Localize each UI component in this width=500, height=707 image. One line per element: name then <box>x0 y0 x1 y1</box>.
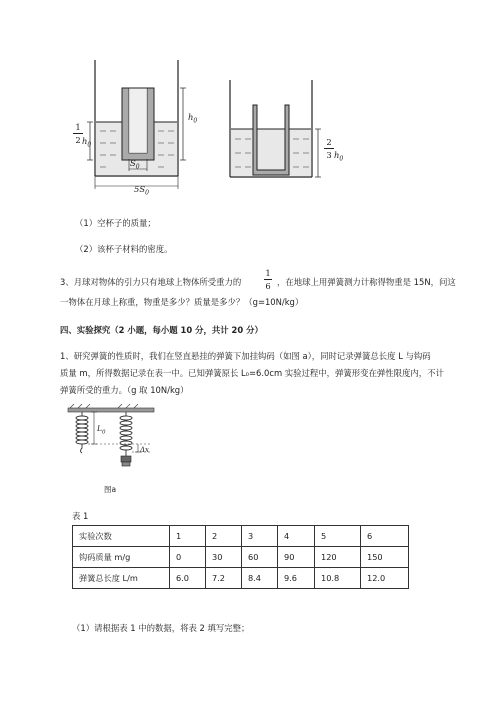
table-cell: 90 <box>278 547 315 568</box>
table-cell: 1 <box>170 526 206 547</box>
table-cell: 5 <box>315 526 361 547</box>
table-row <box>73 568 409 589</box>
table-row <box>73 547 409 568</box>
table-cell: 150 <box>361 547 409 568</box>
table-cell: 3 <box>242 526 278 547</box>
table1-title: 表 1 <box>72 511 89 521</box>
table-cell: 7.2 <box>206 568 242 589</box>
spring-figure <box>62 404 172 484</box>
problem3-line1-b: ，在地球上用弹簧测力计称得物重是 15N，问这 <box>277 277 456 287</box>
table-cell: 120 <box>315 547 361 568</box>
table-cell: 实验次数 <box>73 526 170 547</box>
figure-a-caption: 图a <box>104 485 117 494</box>
one-sixth-fraction <box>264 268 272 291</box>
table-cell: 60 <box>242 547 278 568</box>
problem1-line3: 弹簧所受的重力。（g 取 10N/kg） <box>60 385 189 395</box>
problem1-line2: 质量 m，所得数据记录在表一中。已知弹簧原长 L₀=6.0cm 实验过程中，弹簧形变在弹性限度内，不计 <box>60 368 444 378</box>
h0-label: $h_0$ <box>188 112 198 125</box>
table-cell: 弹簧总长度 L/m <box>73 568 170 589</box>
two-thirds-numerator: 2 <box>326 137 332 147</box>
floating-cup-figure <box>220 75 350 185</box>
spring-dx-label: Δx <box>140 446 150 454</box>
table-row <box>73 526 409 547</box>
problem3-line1-a: 3、月球对物体的引力只有地球上物体所受重力的 <box>60 277 242 287</box>
question-1: （1）空杯子的质量； <box>75 218 156 228</box>
cup-in-water-figure <box>60 55 220 200</box>
problem1-line1: 1、研究弹簧的性质时，我们在竖直悬挂的弹簧下加挂钩码（如图 a），同时记录弹簧总长度 L 与钩码 <box>60 351 431 361</box>
5s0-label: $5S_0$ <box>134 184 149 197</box>
two-thirds-fraction <box>324 137 334 160</box>
half-h0-symbol: $h_0$ <box>82 136 92 149</box>
table1 <box>72 525 409 589</box>
table-cell: 2 <box>206 526 242 547</box>
half-h0-denominator: 2 <box>75 134 81 145</box>
question-2: （2）该杯子材料的密度。 <box>75 244 173 254</box>
table-cell: 6.0 <box>170 568 206 589</box>
table-cell: 4 <box>278 526 315 547</box>
table-cell: 6 <box>361 526 409 547</box>
table-cell: 0 <box>170 547 206 568</box>
two-thirds-denominator: 3 <box>326 149 332 160</box>
one-sixth-denominator: 6 <box>265 280 271 291</box>
table-cell: 12.0 <box>361 568 409 589</box>
two-thirds-symbol: $h_0$ <box>334 150 344 163</box>
problem3-line2: 一物体在月球上称重，物重是多少？质量是多少？（g=10N/kg） <box>60 297 304 307</box>
table-cell: 钩码质量 m/g <box>73 547 170 568</box>
table-cell: 8.4 <box>242 568 278 589</box>
table-cell: 10.8 <box>315 568 361 589</box>
table-cell: 30 <box>206 547 242 568</box>
table-cell: 9.6 <box>278 568 315 589</box>
spring-l0-label: $L_0$ <box>97 424 106 436</box>
section-heading: 四、实验探究（2 小题，每小题 10 分，共计 20 分） <box>60 325 263 335</box>
one-sixth-numerator: 1 <box>265 268 271 278</box>
sub-question-1: （1）请根据表 1 中的数据，将表 2 填写完整； <box>72 623 250 633</box>
s0-label: $S_0$ <box>130 158 140 171</box>
half-h0-numerator: 1 <box>75 122 81 132</box>
